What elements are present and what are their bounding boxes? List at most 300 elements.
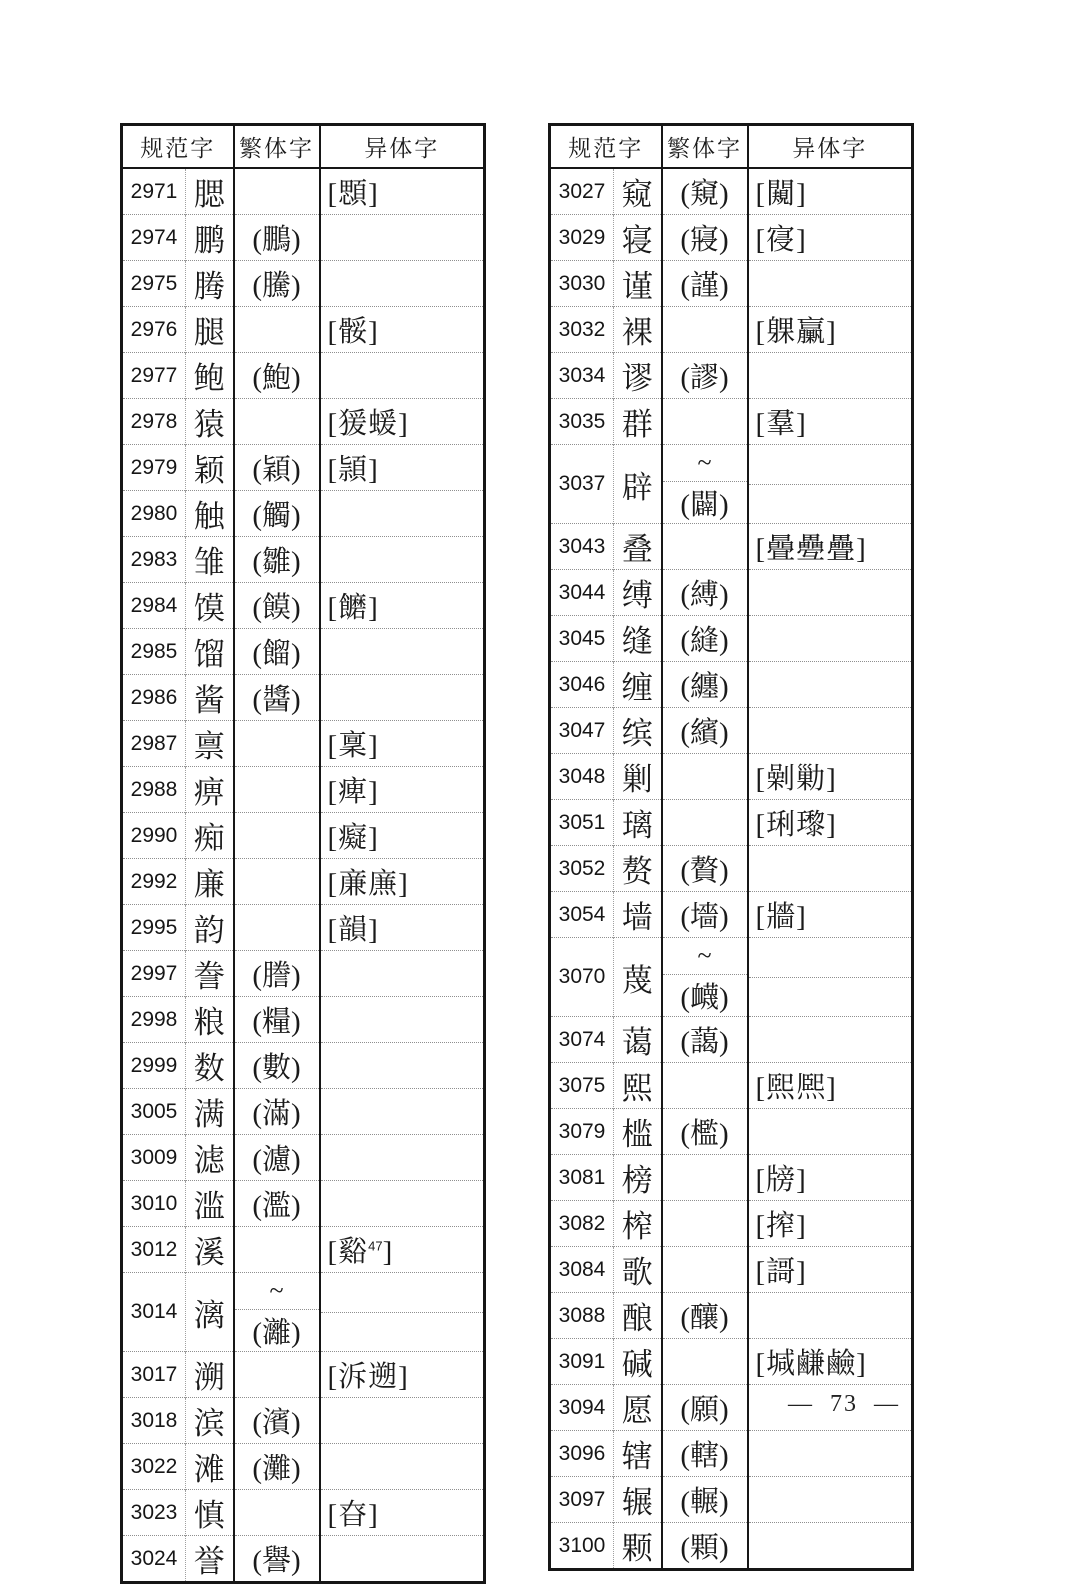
- traditional-char: [234, 1490, 320, 1536]
- traditional-char: [662, 524, 748, 570]
- table-row: [122, 1444, 485, 1490]
- table-row: [550, 616, 913, 662]
- standard-char: 谬: [614, 353, 662, 399]
- entry-number: 3100: [550, 1523, 614, 1570]
- entry-number: 3084: [550, 1247, 614, 1293]
- entry-number: 2984: [122, 583, 186, 629]
- entry-number: 2978: [122, 399, 186, 445]
- table-row: [122, 537, 485, 583]
- table-row: [122, 261, 485, 307]
- column-header-variant: 异体字: [320, 125, 485, 169]
- entry-number: 3009: [122, 1135, 186, 1181]
- column-header-traditional: 繁体字: [662, 125, 748, 169]
- table-row: [122, 1536, 485, 1583]
- entry-number: 3070: [550, 938, 614, 1017]
- entry-number: 3079: [550, 1109, 614, 1155]
- table-row: [122, 1181, 485, 1227]
- traditional-char: (檻): [662, 1109, 748, 1155]
- traditional-char: [662, 1339, 748, 1385]
- table-row: [550, 524, 913, 570]
- table-row: [122, 1089, 485, 1135]
- variant-chars: [牆]: [748, 892, 913, 938]
- variant-chars: [748, 616, 913, 662]
- variant-chars: [寑]: [748, 215, 913, 261]
- entry-number: 2974: [122, 215, 186, 261]
- traditional-char: (灘): [234, 1444, 320, 1490]
- standard-char: 馍: [186, 583, 234, 629]
- standard-char: 滤: [186, 1135, 234, 1181]
- traditional-char: (譽): [234, 1536, 320, 1583]
- header-row: [122, 125, 485, 169]
- traditional-char: [234, 813, 320, 859]
- traditional-char: [662, 307, 748, 353]
- variant-chars: [骽]: [320, 307, 485, 353]
- table-row: [122, 168, 485, 215]
- traditional-char: (灕): [252, 1317, 301, 1349]
- column-header-variant: 异体字: [748, 125, 913, 169]
- table-row: [550, 445, 913, 524]
- variant-chars: [堿鹻鹼]: [748, 1339, 913, 1385]
- variant-chars: [748, 1017, 913, 1063]
- standard-char: 禀: [186, 721, 234, 767]
- variant-chars: [謌]: [748, 1247, 913, 1293]
- table-row: [550, 708, 913, 754]
- variant-chars: [饝]: [320, 583, 485, 629]
- table-row: [122, 767, 485, 813]
- variant-chars: [320, 353, 485, 399]
- table-row: [122, 1490, 485, 1536]
- standard-char: 酿: [614, 1293, 662, 1339]
- variant-chars: [闚]: [755, 178, 807, 210]
- table-row: [122, 307, 485, 353]
- entry-number: 2971: [122, 168, 186, 215]
- entry-number: 2986: [122, 675, 186, 721]
- table-row: [550, 353, 913, 399]
- traditional-char: (縛): [662, 570, 748, 616]
- traditional-char: (衊): [680, 982, 729, 1014]
- entry-number: 2992: [122, 859, 186, 905]
- entry-number: 2990: [122, 813, 186, 859]
- variant-chars: [748, 662, 913, 708]
- traditional-char: (騰): [234, 261, 320, 307]
- entry-number: 2995: [122, 905, 186, 951]
- standard-char: 廉: [186, 859, 234, 905]
- entry-number: 2987: [122, 721, 186, 767]
- entry-number: 3030: [550, 261, 614, 307]
- table-row: [550, 1293, 913, 1339]
- variant-chars: [748, 1293, 913, 1339]
- standard-char: 数: [186, 1043, 234, 1089]
- standard-char: 鹏: [186, 215, 234, 261]
- traditional-char: [234, 905, 320, 951]
- standard-char: 群: [614, 399, 662, 445]
- entry-number: 3052: [550, 846, 614, 892]
- variant-chars: [320, 215, 485, 261]
- traditional-char: [234, 721, 320, 767]
- standard-char: 溪: [186, 1227, 234, 1273]
- variant-chars: [癡]: [320, 813, 485, 859]
- traditional-char-split: [234, 1273, 320, 1352]
- table-row: [550, 846, 913, 892]
- traditional-char: [234, 859, 320, 905]
- standard-char: 痹: [186, 767, 234, 813]
- variant-chars: [亷㢘]: [320, 859, 485, 905]
- entry-number: 3081: [550, 1155, 614, 1201]
- entry-number: 3074: [550, 1017, 614, 1063]
- table-row: [122, 813, 485, 859]
- table-row: [550, 800, 913, 846]
- header-row: [550, 125, 913, 169]
- traditional-char: [234, 307, 320, 353]
- variant-chars: [320, 951, 485, 997]
- traditional-char: [662, 1063, 748, 1109]
- variant-chars: [谿$^{47}$]: [320, 1227, 485, 1273]
- standard-char: 滩: [186, 1444, 234, 1490]
- variant-chars: [顋]: [327, 178, 379, 210]
- table-row: [550, 1155, 913, 1201]
- standard-char: 愿: [614, 1385, 662, 1431]
- entry-number: 3046: [550, 662, 614, 708]
- variant-chars: [748, 1109, 913, 1155]
- variant-chars: [748, 261, 913, 307]
- variant-chars: [320, 675, 485, 721]
- variant-chars: [搾]: [748, 1201, 913, 1247]
- char-table-right: [548, 123, 914, 1571]
- entry-number: 3012: [122, 1227, 186, 1273]
- variant-chars: [韻]: [320, 905, 485, 951]
- table-row: [550, 1431, 913, 1477]
- standard-char: 触: [186, 491, 234, 537]
- variant-chars: [748, 708, 913, 754]
- entry-number: 3005: [122, 1089, 186, 1135]
- table-row: [550, 1477, 913, 1523]
- standard-char: 缚: [614, 570, 662, 616]
- entry-number: 3048: [550, 754, 614, 800]
- entry-number: 2988: [122, 767, 186, 813]
- variant-chars: [320, 1398, 485, 1444]
- standard-char: 璃: [614, 800, 662, 846]
- traditional-char: (穎): [234, 445, 320, 491]
- variant-chars: [躶臝]: [748, 307, 913, 353]
- variant-chars: [748, 1523, 913, 1570]
- table-row: [122, 1135, 485, 1181]
- traditional-char: (謬): [662, 353, 748, 399]
- variant-chars: [羣]: [748, 399, 913, 445]
- traditional-char: [234, 399, 320, 445]
- table-row: [122, 491, 485, 537]
- standard-char: 辖: [614, 1431, 662, 1477]
- table-row: [122, 399, 485, 445]
- entry-number: 2976: [122, 307, 186, 353]
- table-row: [550, 1339, 913, 1385]
- traditional-char: (窺): [662, 168, 748, 215]
- standard-char: 鲍: [186, 353, 234, 399]
- entry-number: 3037: [550, 445, 614, 524]
- table-row: [550, 399, 913, 445]
- standard-char: 辟: [614, 445, 662, 524]
- entry-number: 3010: [122, 1181, 186, 1227]
- table-row: [122, 859, 485, 905]
- variant-chars: [748, 1477, 913, 1523]
- standard-char: 蔑: [614, 938, 662, 1017]
- page-number: — 73 —: [788, 1391, 900, 1417]
- traditional-char: (濫): [234, 1181, 320, 1227]
- entry-number: 3032: [550, 307, 614, 353]
- standard-char: 滨: [186, 1398, 234, 1444]
- variant-chars: [748, 1431, 913, 1477]
- variant-chars: [猨蝯]: [320, 399, 485, 445]
- table-row: [122, 997, 485, 1043]
- entry-number: 2983: [122, 537, 186, 583]
- entry-number: 3018: [122, 1398, 186, 1444]
- entry-number: 2979: [122, 445, 186, 491]
- standard-char: 辗: [614, 1477, 662, 1523]
- variant-chars: [748, 353, 913, 399]
- standard-char: 誉: [186, 1536, 234, 1583]
- variant-chars: [748, 938, 913, 1017]
- standard-char: 猿: [186, 399, 234, 445]
- traditional-char: (闢): [680, 489, 729, 521]
- table-row: [550, 307, 913, 353]
- standard-char: 漓: [186, 1273, 234, 1352]
- standard-char: 腾: [186, 261, 234, 307]
- traditional-char: (繽): [662, 708, 748, 754]
- table-row: [550, 754, 913, 800]
- table-row: [550, 215, 913, 261]
- variant-chars: [牓]: [748, 1155, 913, 1201]
- variant-chars: [320, 629, 485, 675]
- entry-number: 3014: [122, 1273, 186, 1352]
- char-table-left: [120, 123, 486, 1584]
- variant-chars: [320, 997, 485, 1043]
- table-row: [550, 168, 913, 215]
- standard-char: 韵: [186, 905, 234, 951]
- traditional-char: [234, 1352, 320, 1398]
- variant-chars: [320, 1181, 485, 1227]
- standard-char: 槛: [614, 1109, 662, 1155]
- standard-char: 缝: [614, 616, 662, 662]
- standard-char: 碱: [614, 1339, 662, 1385]
- standard-char: 寝: [614, 215, 662, 261]
- variant-chars: [昚]: [320, 1490, 485, 1536]
- entry-number: 3044: [550, 570, 614, 616]
- standard-char: 滥: [186, 1181, 234, 1227]
- standard-char: 颖: [186, 445, 234, 491]
- traditional-char: (寢): [662, 215, 748, 261]
- table-row: [550, 1523, 913, 1570]
- traditional-char: (雛): [234, 537, 320, 583]
- traditional-char: (餾): [234, 629, 320, 675]
- standard-char: 墙: [614, 892, 662, 938]
- column-header-standard: 规范字: [122, 125, 234, 169]
- variant-chars: [320, 1135, 485, 1181]
- traditional-char: (觸): [234, 491, 320, 537]
- table-row: [550, 938, 913, 1017]
- tilde-mark: ~: [663, 938, 747, 975]
- entry-number: 3034: [550, 353, 614, 399]
- entry-number: 3023: [122, 1490, 186, 1536]
- entry-number: 3029: [550, 215, 614, 261]
- standard-char: 歌: [614, 1247, 662, 1293]
- traditional-char: (數): [234, 1043, 320, 1089]
- standard-char: 窥: [614, 168, 662, 215]
- traditional-char: (縫): [662, 616, 748, 662]
- traditional-char: (墻): [662, 892, 748, 938]
- traditional-char: [662, 800, 748, 846]
- variant-chars: [曡疉疊]: [748, 524, 913, 570]
- variant-chars: [320, 1273, 485, 1352]
- traditional-char: [234, 767, 320, 813]
- table-row: [122, 905, 485, 951]
- traditional-char: (謄): [234, 951, 320, 997]
- entry-number: 3045: [550, 616, 614, 662]
- table-row: [122, 1227, 485, 1273]
- entry-number: 2975: [122, 261, 186, 307]
- standard-char: 谨: [614, 261, 662, 307]
- traditional-char: [234, 1227, 320, 1273]
- traditional-char: (纏): [662, 662, 748, 708]
- traditional-char: (濱): [234, 1398, 320, 1444]
- table-row: [122, 1398, 485, 1444]
- table-row: [550, 662, 913, 708]
- entry-number: 3043: [550, 524, 614, 570]
- traditional-char: [662, 1201, 748, 1247]
- entry-number: 2985: [122, 629, 186, 675]
- traditional-char: (輾): [662, 1477, 748, 1523]
- variant-chars: [748, 846, 913, 892]
- entry-number: 3035: [550, 399, 614, 445]
- traditional-char: (饃): [234, 583, 320, 629]
- variant-chars: [320, 1536, 485, 1583]
- table-header: [550, 125, 913, 169]
- entry-number: 2997: [122, 951, 186, 997]
- entry-number: 3024: [122, 1536, 186, 1583]
- entry-number: 3027: [550, 168, 614, 215]
- variant-chars: [泝遡]: [320, 1352, 485, 1398]
- standard-char: 誊: [186, 951, 234, 997]
- traditional-char: [662, 1247, 748, 1293]
- standard-char: 粮: [186, 997, 234, 1043]
- table-body: [122, 168, 485, 1583]
- standard-char: 剿: [614, 754, 662, 800]
- entry-number: 3088: [550, 1293, 614, 1339]
- traditional-char: (醬): [234, 675, 320, 721]
- variant-chars: [320, 261, 485, 307]
- standard-char: 腮: [186, 168, 234, 215]
- entry-number: 3047: [550, 708, 614, 754]
- entry-number: 3096: [550, 1431, 614, 1477]
- standard-char: 榜: [614, 1155, 662, 1201]
- table-row: [550, 1247, 913, 1293]
- variant-chars: [320, 491, 485, 537]
- table-row: [122, 675, 485, 721]
- entry-number: 3094: [550, 1385, 614, 1431]
- standard-char: 叠: [614, 524, 662, 570]
- entry-number: 2980: [122, 491, 186, 537]
- entry-number: 3022: [122, 1444, 186, 1490]
- entry-number: 3051: [550, 800, 614, 846]
- entry-number: 3091: [550, 1339, 614, 1385]
- table-row: [550, 1017, 913, 1063]
- variant-chars: [琍瓈]: [748, 800, 913, 846]
- standard-char: 裸: [614, 307, 662, 353]
- entry-number: 3054: [550, 892, 614, 938]
- table-row: [550, 892, 913, 938]
- traditional-char-split: [662, 445, 748, 524]
- entry-number: 3075: [550, 1063, 614, 1109]
- traditional-char: [662, 399, 748, 445]
- variant-chars: [劋勦]: [748, 754, 913, 800]
- table-row: [122, 721, 485, 767]
- traditional-char: [662, 1155, 748, 1201]
- variant-chars: [748, 445, 913, 524]
- traditional-char: (願): [662, 1385, 748, 1431]
- traditional-char: (釀): [662, 1293, 748, 1339]
- table-row: [550, 1063, 913, 1109]
- standard-char: 缤: [614, 708, 662, 754]
- entry-number: 3097: [550, 1477, 614, 1523]
- tilde-mark: ~: [663, 445, 747, 482]
- variant-chars: [748, 570, 913, 616]
- traditional-char: (滿): [234, 1089, 320, 1135]
- table-row: [122, 1273, 485, 1352]
- standard-char: 慎: [186, 1490, 234, 1536]
- standard-char: 熙: [614, 1063, 662, 1109]
- standard-char: 蔼: [614, 1017, 662, 1063]
- table-row: [122, 1352, 485, 1398]
- standard-char: 馏: [186, 629, 234, 675]
- standard-char: 雏: [186, 537, 234, 583]
- standard-char: 痴: [186, 813, 234, 859]
- variant-chars: [痺]: [320, 767, 485, 813]
- traditional-char: [234, 168, 320, 215]
- traditional-char: (顆): [662, 1523, 748, 1570]
- traditional-char: (鮑): [234, 353, 320, 399]
- column-header-standard: 规范字: [550, 125, 662, 169]
- entry-number: 3017: [122, 1352, 186, 1398]
- table-header: [122, 125, 485, 169]
- standard-char: 溯: [186, 1352, 234, 1398]
- entry-number: 3082: [550, 1201, 614, 1247]
- table-body: [550, 168, 913, 1570]
- standard-char: 榨: [614, 1201, 662, 1247]
- variant-chars: [320, 1444, 485, 1490]
- table-row: [122, 353, 485, 399]
- entry-number: 2999: [122, 1043, 186, 1089]
- standard-char: 赘: [614, 846, 662, 892]
- table-row: [122, 1043, 485, 1089]
- traditional-char: [662, 754, 748, 800]
- variant-chars: [稟]: [320, 721, 485, 767]
- variant-chars: [320, 1043, 485, 1089]
- traditional-char: (濾): [234, 1135, 320, 1181]
- traditional-char: (糧): [234, 997, 320, 1043]
- standard-char: 颗: [614, 1523, 662, 1570]
- table-row: [122, 445, 485, 491]
- traditional-char: (藹): [662, 1017, 748, 1063]
- table-row: [550, 261, 913, 307]
- standard-char: 缠: [614, 662, 662, 708]
- table-row: [122, 629, 485, 675]
- entry-number: 2977: [122, 353, 186, 399]
- traditional-char: (鵬): [234, 215, 320, 261]
- column-header-traditional: 繁体字: [234, 125, 320, 169]
- entry-number: 2998: [122, 997, 186, 1043]
- traditional-char: (贅): [662, 846, 748, 892]
- table-row: [122, 215, 485, 261]
- footnote-ref: 47: [368, 1238, 383, 1254]
- tilde-mark: ~: [235, 1273, 319, 1310]
